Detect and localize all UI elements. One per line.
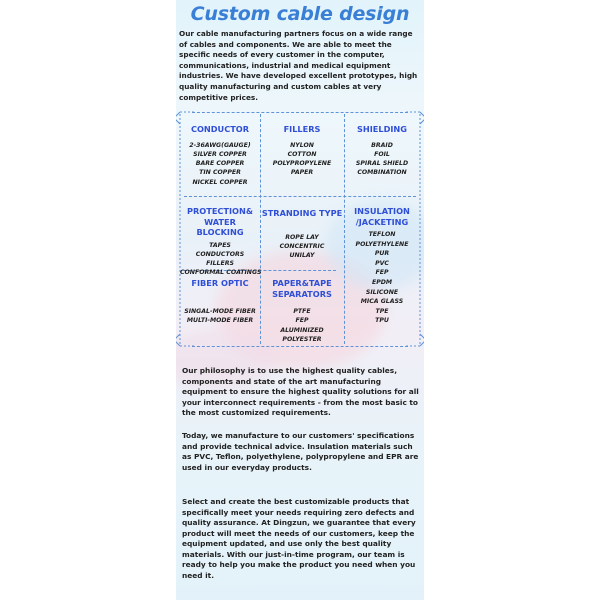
manufacturing-paragraph: Today, we manufacture to our customers' specifications and provide technical advice. Insulation materials such as PVC, Teflon, polyethylene, polypropylene and EPR are used in our everyday products. (182, 431, 419, 472)
list-item: MULTI-MODE FIBER (186, 316, 254, 324)
list-item: FEP (375, 269, 389, 277)
section-insulation-jacketing (344, 206, 420, 326)
section-fillers (260, 124, 344, 178)
section-heading: SHIELDING (356, 124, 408, 134)
page-title: Custom cable design (190, 3, 410, 25)
section-items (180, 307, 260, 326)
grid-top-border (192, 112, 408, 113)
list-item: SILVER COPPER (193, 150, 247, 158)
list-item: PVC (375, 259, 389, 267)
list-item: EPDM (371, 278, 393, 286)
list-item: UNILAY (289, 252, 315, 260)
section-conductor (180, 124, 260, 187)
section-heading: PROTECTION& WATER BLOCKING (186, 206, 254, 237)
list-item: CONDUCTORS (195, 250, 245, 258)
list-item: SPIRAL SHIELD (355, 160, 409, 168)
section-heading: FILLERS (283, 124, 321, 134)
section-shielding (344, 124, 420, 178)
list-item: BARE COPPER (195, 160, 245, 168)
list-item: ALUMINIZED (280, 326, 324, 334)
section-heading: STRANDING TYPE (261, 208, 343, 218)
list-item: TEFLON (368, 231, 396, 238)
list-item: NICKEL COPPER (192, 178, 248, 186)
list-item: MICA GLASS (360, 298, 404, 306)
section-fiber-optic (180, 278, 260, 325)
list-item: 2-36AWG(GAUGE) (189, 141, 251, 149)
section-paper-tape-separators (260, 278, 344, 344)
list-item: NYLON (290, 141, 314, 149)
options-grid (180, 112, 420, 347)
list-item: FOIL (374, 150, 390, 158)
list-item: SINGAL-MODE FIBER (184, 307, 256, 315)
brochure-panel (176, 0, 424, 600)
section-heading: CONDUCTOR (190, 124, 250, 134)
grid-bottom-border (192, 346, 408, 347)
list-item: TAPES (209, 241, 231, 249)
section-items (344, 141, 420, 178)
list-item: COTTON (287, 150, 317, 158)
customization-paragraph: Select and create the best customizable products that specifically meet your needs requiring zero defects and quality assurance. At Dingzun, we guarantee that every product will meet the needs of our customers, keep the equipment updated, and use only the best quality materials. With our just-in-time program, our team is ready to help you make the product you need when you need it. (182, 497, 416, 580)
section-items (344, 230, 420, 326)
grid-row-divider (184, 196, 416, 197)
section-items (180, 141, 260, 187)
intro-paragraph: Our cable manufacturing partners focus on a wide range of cables and components. We are able to meet the specific needs of every customer in the computer, communications, industrial and medical equipment industries. We have developed excellent prototypes, high quality manufacturing and custom cables at very competitive prices. (179, 29, 418, 102)
list-item: TPU (375, 317, 389, 325)
list-item: COMBINATION (357, 169, 407, 177)
list-item: FEP (295, 317, 309, 325)
list-item: SILICONE (365, 288, 399, 296)
list-item: POLYESTER (282, 335, 322, 343)
list-item: CONCENTRIC (279, 242, 325, 250)
section-items (260, 141, 344, 178)
list-item: POLYETHYLENE (355, 240, 409, 248)
list-item: PTFE (293, 308, 311, 315)
list-item: CONFORMAL COATINGS (180, 269, 262, 277)
list-item: FILLERS (206, 260, 234, 268)
list-item: POLYPROPYLENE (272, 160, 332, 168)
section-stranding-type (260, 208, 344, 260)
section-items (260, 307, 344, 344)
section-heading: PAPER&TAPE SEPARATORS (272, 278, 332, 299)
list-item: TPE (375, 307, 389, 315)
section-items (180, 241, 260, 278)
list-item: PAPER (290, 169, 314, 177)
list-item: ROPE LAY (285, 233, 319, 241)
list-item: TIN COPPER (199, 169, 241, 177)
section-items (260, 233, 344, 261)
section-protection (180, 206, 260, 278)
list-item: PUR (374, 250, 390, 258)
section-heading: INSULATION /JACKETING (354, 206, 410, 227)
philosophy-paragraph: Our philosophy is to use the highest quality cables, components and state of the art manufacturing equipment to ensure the highest quality solutions for all your interconnect requirements - from the most basic to the most customized requirements. (182, 366, 419, 417)
list-item: BRAID (371, 141, 393, 149)
section-heading: FIBER OPTIC (191, 278, 249, 288)
